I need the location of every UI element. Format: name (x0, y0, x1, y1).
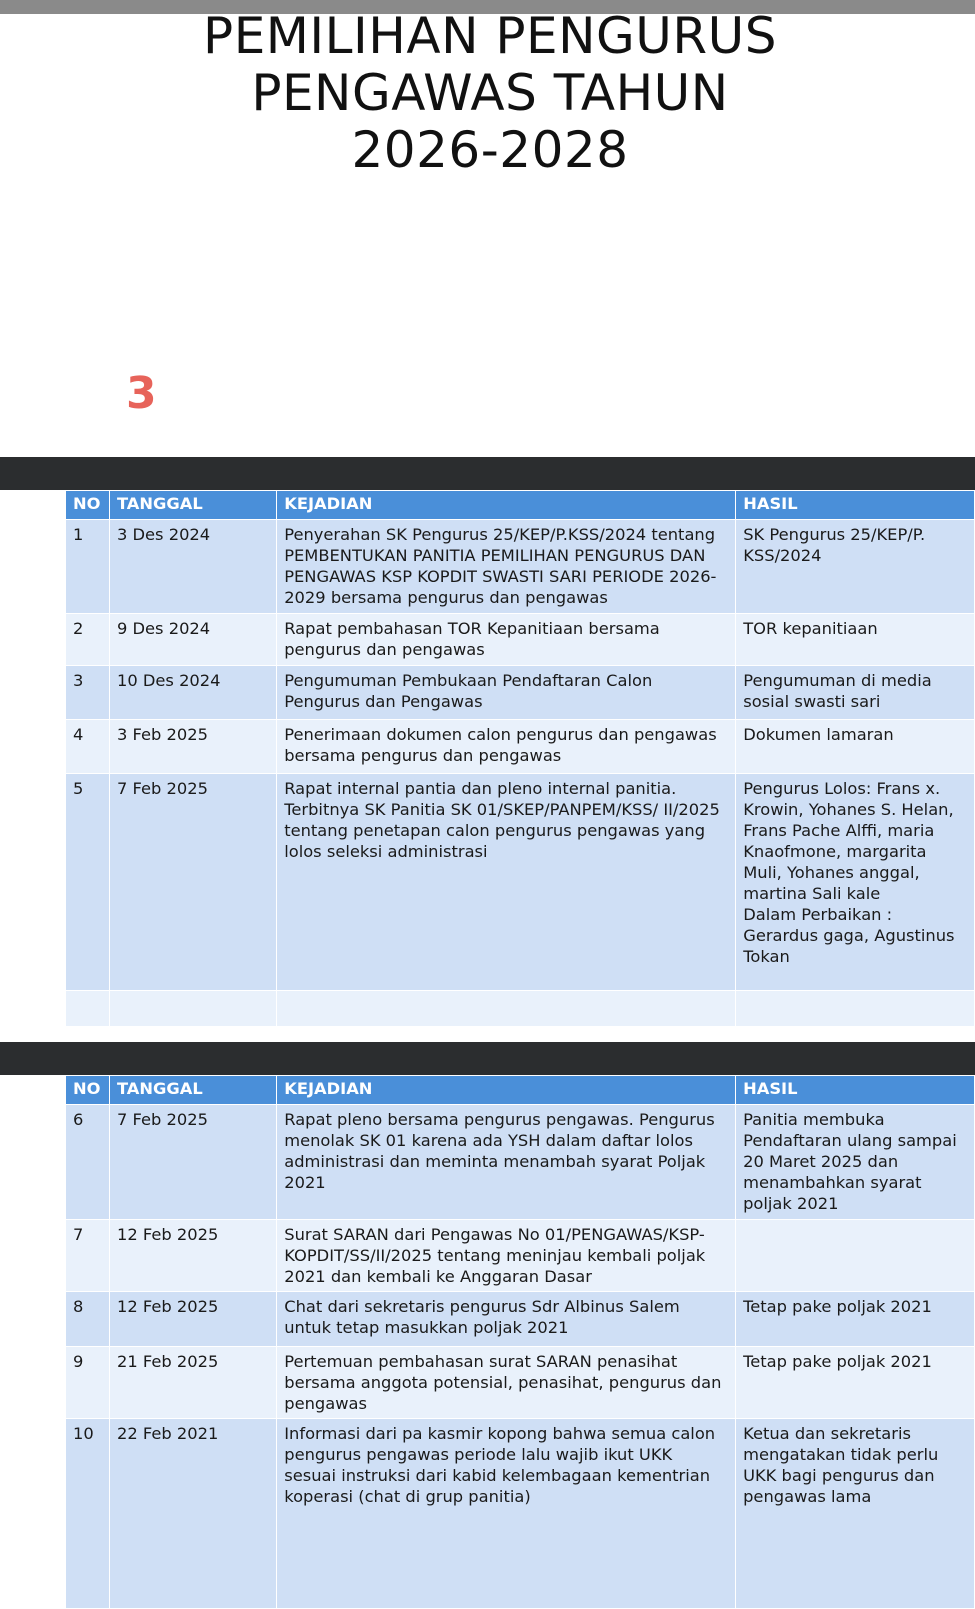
cell-tanggal: 10 Des 2024 (109, 666, 276, 720)
cell-kejadian: Pengumuman Pembukaan Pendaftaran Calon Pengurus dan Pengawas (277, 666, 736, 720)
cell-kejadian: Rapat internal pantia dan pleno internal panitia. Terbitnya SK Panitia SK 01/SKEP/PANPEM/KSS/ II/2025 tentang penetapan calon pengurus pengawas yang lolos seleksi administrasi (277, 774, 736, 991)
cell-tanggal: 9 Des 2024 (109, 614, 276, 666)
cell-no: 10 (66, 1419, 110, 1609)
header-kejadian: KEJADIAN (277, 491, 736, 520)
slide-number: 3 (126, 368, 157, 419)
cell-tanggal: 3 Feb 2025 (109, 720, 276, 774)
table-row (66, 1419, 975, 1609)
header-kejadian: KEJADIAN (277, 1076, 736, 1105)
slide-divider-band (0, 1042, 975, 1075)
cell-no: 5 (66, 774, 110, 991)
table-row (66, 1292, 975, 1347)
table-header-row (66, 491, 975, 520)
table-row-empty (66, 991, 975, 1027)
cell-kejadian: Rapat pleno bersama pengurus pengawas. Pengurus menolak SK 01 karena ada YSH dalam daftar lolos administrasi dan meminta menambah syarat Poljak 2021 (277, 1105, 736, 1220)
slide-divider-band (0, 457, 975, 490)
cell-kejadian: Chat dari sekretaris pengurus Sdr Albinus Salem untuk tetap masukkan poljak 2021 (277, 1292, 736, 1347)
schedule-table-1 (65, 490, 975, 1027)
cell-hasil: Tetap pake poljak 2021 (736, 1347, 975, 1419)
cell-no: 6 (66, 1105, 110, 1220)
cell-hasil: Ketua dan sekretaris mengatakan tidak perlu UKK bagi pengurus dan pengawas lama (736, 1419, 975, 1609)
cell-kejadian: Rapat pembahasan TOR Kepanitiaan bersama pengurus dan pengawas (277, 614, 736, 666)
cell-no: 9 (66, 1347, 110, 1419)
header-tanggal: TANGGAL (109, 491, 276, 520)
table-header-row (66, 1076, 975, 1105)
cell-no: 3 (66, 666, 110, 720)
table-row (66, 774, 975, 991)
cell-hasil: TOR kepanitiaan (736, 614, 975, 666)
header-no: NO (66, 491, 110, 520)
cell-hasil: Panitia membuka Pendaftaran ulang sampai 20 Maret 2025 dan menambahkan syarat poljak 2021 (736, 1105, 975, 1220)
cell-hasil: Pengumuman di media sosial swasti sari (736, 666, 975, 720)
cell-no: 1 (66, 520, 110, 614)
cell-tanggal: 7 Feb 2025 (109, 1105, 276, 1220)
cell-kejadian: Penerimaan dokumen calon pengurus dan pengawas bersama pengurus dan pengawas (277, 720, 736, 774)
title-line-1: PEMILIHAN PENGURUS (203, 7, 777, 65)
table-row (66, 720, 975, 774)
title-line-3: 2026-2028 (351, 121, 629, 179)
cell-tanggal: 22 Feb 2021 (109, 1419, 276, 1609)
header-no: NO (66, 1076, 110, 1105)
cell-hasil: Dokumen lamaran (736, 720, 975, 774)
cell-tanggal: 12 Feb 2025 (109, 1220, 276, 1292)
cell-no: 7 (66, 1220, 110, 1292)
table-row (66, 1105, 975, 1220)
cell-kejadian: Penyerahan SK Pengurus 25/KEP/P.KSS/2024 tentang PEMBENTUKAN PANITIA PEMILIHAN PENGURUS DAN PENGAWAS KSP KOPDIT SWASTI SARI PERIODE 2026-2029 bersama pengurus dan pengawas (277, 520, 736, 614)
cell-tanggal: 7 Feb 2025 (109, 774, 276, 991)
cell-kejadian: Surat SARAN dari Pengawas No 01/PENGAWAS/KSP-KOPDIT/SS/II/2025 tentang meninjau kembali poljak 2021 dan kembali ke Anggaran Dasar (277, 1220, 736, 1292)
cell-no: 2 (66, 614, 110, 666)
title-line-2: PENGAWAS TAHUN (251, 64, 729, 122)
cell-kejadian: Pertemuan pembahasan surat SARAN penasihat bersama anggota potensial, penasihat, pengurus dan pengawas (277, 1347, 736, 1419)
cell-hasil: Tetap pake poljak 2021 (736, 1292, 975, 1347)
table-row (66, 666, 975, 720)
page-title (0, 8, 975, 179)
cell-tanggal: 21 Feb 2025 (109, 1347, 276, 1419)
cell-tanggal: 3 Des 2024 (109, 520, 276, 614)
table-row (66, 520, 975, 614)
table-row (66, 614, 975, 666)
table-row (66, 1220, 975, 1292)
header-hasil: HASIL (736, 491, 975, 520)
cell-no: 4 (66, 720, 110, 774)
header-tanggal: TANGGAL (109, 1076, 276, 1105)
cell-hasil: Pengurus Lolos: Frans x. Krowin, Yohanes S. Helan, Frans Pache Alffi, maria Knaofmone, margarita Muli, Yohanes anggal, martina Sali kale Dalam Perbaikan : Gerardus gaga, Agustinus Tokan (736, 774, 975, 991)
cell-hasil: SK Pengurus 25/KEP/P. KSS/2024 (736, 520, 975, 614)
table-row (66, 1347, 975, 1419)
header-hasil: HASIL (736, 1076, 975, 1105)
schedule-table-2 (65, 1075, 975, 1609)
cell-kejadian: Informasi dari pa kasmir kopong bahwa semua calon pengurus pengawas periode lalu wajib ikut UKK sesuai instruksi dari kabid kelembagaan kementrian koperasi (chat di grup panitia) (277, 1419, 736, 1609)
cell-hasil (736, 1220, 975, 1292)
cell-tanggal: 12 Feb 2025 (109, 1292, 276, 1347)
cell-no: 8 (66, 1292, 110, 1347)
